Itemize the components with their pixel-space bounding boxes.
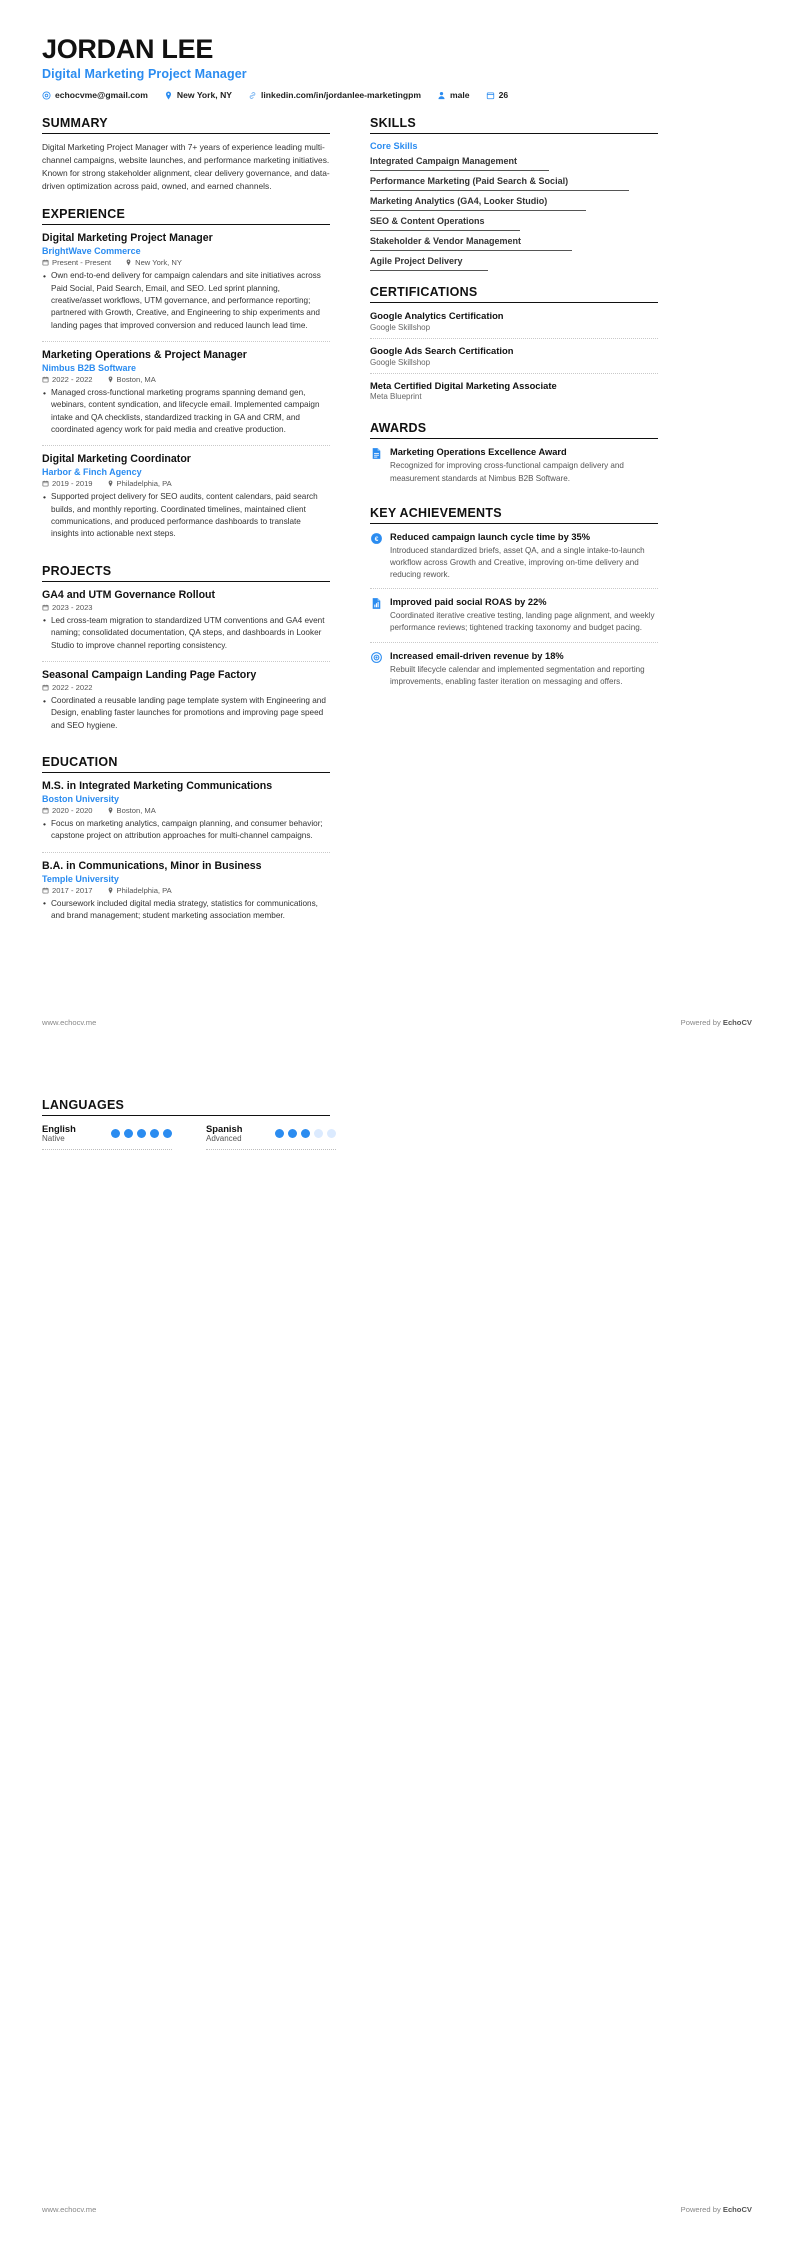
page-footer-1 xyxy=(42,1018,752,1027)
entry-dates-label: 2020 - 2020 xyxy=(52,806,93,816)
achievement-title: Improved paid social ROAS by 22% xyxy=(390,597,547,608)
experience-entry xyxy=(42,453,330,549)
proficiency-dot xyxy=(314,1129,323,1138)
email-icon xyxy=(42,91,51,100)
skill-item: Performance Marketing (Paid Search & Social) xyxy=(370,176,658,191)
entry-location-label: Philadelphia, PA xyxy=(116,885,172,895)
achievement-title: Increased email-driven revenue by 18% xyxy=(390,650,564,661)
entry-location xyxy=(107,886,172,895)
language-name: Spanish xyxy=(206,1123,243,1134)
bullet-item: • Coordinated a reusable landing page template system with Engineering and Design, enabling faster launches for promotions and improving page speed and SEO hygiene. xyxy=(42,695,330,732)
footer-brand-name: EchoCV xyxy=(722,1018,752,1027)
bullet-item: • Coursework included digital media strategy, statistics for communications, and brand management; student marketing association member. xyxy=(42,898,330,923)
entry-bullets xyxy=(42,898,330,923)
contact-gender xyxy=(437,90,470,100)
entry-dates xyxy=(42,886,93,895)
section-certifications xyxy=(370,285,658,407)
right-column xyxy=(370,116,658,709)
entry-role: GA4 and UTM Governance Rollout xyxy=(42,588,216,601)
certification-name: Google Ads Search Certification xyxy=(370,344,514,356)
entry-bullets xyxy=(42,270,330,331)
candidate-name: JORDAN LEE xyxy=(42,34,214,64)
award-item xyxy=(370,446,658,491)
project-entry xyxy=(42,589,330,662)
footer-brand-name: EchoCV xyxy=(722,2205,752,2214)
achievement-title: Reduced campaign launch cycle time by 35% xyxy=(390,531,590,542)
entry-role: Digital Marketing Project Manager xyxy=(42,232,213,245)
summary-heading: SUMMARY xyxy=(42,116,330,134)
entry-dates-label: 2022 - 2022 xyxy=(52,683,93,693)
entry-dates-label: 2017 - 2017 xyxy=(52,885,93,895)
proficiency-dot xyxy=(137,1129,146,1138)
entry-dates xyxy=(42,806,93,815)
entry-organization: Boston University xyxy=(42,794,120,805)
footer-powered-by xyxy=(681,2205,752,2214)
language-name: English xyxy=(42,1123,76,1134)
certification-item xyxy=(370,310,658,339)
entry-meta xyxy=(42,806,330,815)
award-description: Recognized for improving cross-functional campaign delivery and measurement standards at Nimbus B2B Software. xyxy=(390,461,624,483)
skill-item: Marketing Analytics (GA4, Looker Studio) xyxy=(370,196,658,211)
certifications-heading: CERTIFICATIONS xyxy=(370,285,658,303)
page-footer-2 xyxy=(42,2205,752,2214)
contact-location xyxy=(164,90,232,100)
language-top xyxy=(42,1123,172,1149)
language-divider xyxy=(42,1149,172,1150)
left-column xyxy=(42,116,330,946)
entry-role: Seasonal Campaign Landing Page Factory xyxy=(42,668,257,681)
language-item xyxy=(206,1123,336,1150)
section-awards xyxy=(370,421,658,491)
contact-email-label: echocvme@gmail.com xyxy=(55,90,148,101)
entry-meta xyxy=(42,603,330,612)
certification-item xyxy=(370,345,658,374)
contact-linkedin-label: linkedin.com/in/jordanlee-marketingpm xyxy=(261,90,421,101)
contact-email[interactable] xyxy=(42,90,148,100)
projects-heading: PROJECTS xyxy=(42,564,330,582)
calendar-icon xyxy=(42,887,49,894)
certification-name: Meta Certified Digital Marketing Associate xyxy=(370,379,557,391)
entry-dates-label: Present - Present xyxy=(52,258,112,268)
achievement-body xyxy=(390,650,658,688)
experience-entry xyxy=(42,232,330,342)
entry-role: Marketing Operations & Project Manager xyxy=(42,348,247,361)
entry-role: Digital Marketing Coordinator xyxy=(42,453,191,466)
person-icon xyxy=(437,91,446,100)
education-entry xyxy=(42,780,330,853)
bullet-item: • Supported project delivery for SEO audits, content calendars, paid search builds, and monthly reporting. Coordinated timelines, maintained client communications, and produced performance dashboards to translate insights into actionable next steps. xyxy=(42,491,330,540)
proficiency-dot xyxy=(288,1129,297,1138)
proficiency-dot xyxy=(163,1129,172,1138)
footer-powered-prefix: Powered by xyxy=(680,1018,723,1027)
entry-dates xyxy=(42,375,93,384)
entry-location xyxy=(125,258,182,267)
bullet-item: • Led cross-team migration to standardized UTM conventions and GA4 event naming; consolidated documentation, QA steps, and dashboards in Looker Studio to improve channel reporting consistency. xyxy=(42,615,330,652)
calendar-icon xyxy=(486,91,495,100)
calendar-icon xyxy=(42,684,49,691)
entry-location xyxy=(107,806,156,815)
location-pin-icon xyxy=(107,807,114,814)
document-chart-icon xyxy=(370,597,383,610)
languages-heading: LANGUAGES xyxy=(42,1098,330,1116)
location-pin-icon xyxy=(107,376,114,383)
section-summary xyxy=(42,116,330,193)
contact-linkedin[interactable] xyxy=(248,90,421,100)
entry-meta xyxy=(42,886,330,895)
location-pin-icon xyxy=(125,259,132,266)
education-heading: EDUCATION xyxy=(42,755,330,773)
entry-bullets xyxy=(42,818,330,843)
award-body xyxy=(390,446,658,484)
entry-bullets xyxy=(42,387,330,436)
achievement-item xyxy=(370,596,658,642)
entry-dates-label: 2023 - 2023 xyxy=(52,602,93,612)
section-skills xyxy=(370,116,658,271)
skill-item: Stakeholder & Vendor Management xyxy=(370,236,658,251)
page-2-content xyxy=(42,1098,752,1164)
resume-header xyxy=(42,34,752,100)
certification-item xyxy=(370,380,658,408)
entry-bullets xyxy=(42,695,330,732)
summary-text: Digital Marketing Project Manager with 7+ years of experience leading multi-channel campaigns, website launches, and performance marketing initiatives. Known for strong stakeholder alignment, clear delivery governance, and data-driven optimization across paid, owned, and earned channels. xyxy=(42,142,330,192)
experience-entry xyxy=(42,349,330,446)
language-level: Advanced xyxy=(206,1134,242,1144)
awards-heading: AWARDS xyxy=(370,421,658,439)
footer-site-url[interactable]: www.echocv.me xyxy=(42,1018,97,1027)
entry-organization: BrightWave Commerce xyxy=(42,246,141,257)
experience-heading: EXPERIENCE xyxy=(42,207,330,225)
entry-location-label: Boston, MA xyxy=(116,806,156,816)
location-pin-icon xyxy=(164,91,173,100)
entry-location-label: Philadelphia, PA xyxy=(116,479,172,489)
calendar-icon xyxy=(42,480,49,487)
award-title: Marketing Operations Excellence Award xyxy=(390,447,567,458)
proficiency-dot xyxy=(150,1129,159,1138)
entry-location xyxy=(107,479,172,488)
certification-name: Google Analytics Certification xyxy=(370,310,504,322)
calendar-icon xyxy=(42,376,49,383)
skills-heading: SKILLS xyxy=(370,116,658,134)
skills-group-label: Core Skills xyxy=(370,141,418,152)
contact-gender-label: male xyxy=(450,90,470,101)
contact-age xyxy=(486,90,509,100)
language-text xyxy=(206,1123,242,1145)
section-education xyxy=(42,755,330,932)
entry-meta xyxy=(42,258,330,267)
footer-powered-prefix: Powered by xyxy=(680,2205,723,2214)
proficiency-dot xyxy=(124,1129,133,1138)
language-proficiency-dots xyxy=(275,1129,336,1138)
achievement-item xyxy=(370,531,658,590)
bullet-item: • Own end-to-end delivery for campaign calendars and site initiatives across Paid Social, Paid Search, Email, and SEO. Led sprint planning, creative/asset workflows, UTM governance, and performance reporting; partnered with Growth, Creative, and Engineering to ship experiments and landing pages that improved conversion and reduced launch lead time. xyxy=(42,270,330,331)
language-proficiency-dots xyxy=(111,1129,172,1138)
entry-dates xyxy=(42,479,93,488)
footer-powered-by xyxy=(681,1018,752,1027)
certification-issuer: Google Skillshop xyxy=(370,322,431,332)
entry-bullets xyxy=(42,491,330,540)
calendar-icon xyxy=(42,807,49,814)
achievement-item xyxy=(370,650,658,695)
education-entry xyxy=(42,860,330,932)
achievement-description: Introduced standardized briefs, asset QA, and a single intake-to-launch workflow across Growth and Creative, improving on-time delivery and reducing rework. xyxy=(390,545,645,580)
achievement-description: Rebuilt lifecycle calendar and implemented segmentation and reporting improvements, enabling faster iteration on messaging and offers. xyxy=(390,664,645,686)
proficiency-dot xyxy=(275,1129,284,1138)
calendar-icon xyxy=(42,604,49,611)
location-pin-icon xyxy=(107,887,114,894)
calendar-icon xyxy=(42,259,49,266)
entry-meta xyxy=(42,683,330,692)
footer-site-url[interactable]: www.echocv.me xyxy=(42,2205,97,2214)
bullet-item: • Focus on marketing analytics, campaign planning, and consumer behavior; capstone project on attribution approaches for multi-channel campaigns. xyxy=(42,818,330,843)
languages-grid xyxy=(42,1123,642,1150)
entry-bullets xyxy=(42,615,330,652)
entry-dates xyxy=(42,258,111,267)
section-languages xyxy=(42,1098,330,1150)
language-top xyxy=(206,1123,336,1149)
language-level: Native xyxy=(42,1134,65,1144)
entry-dates xyxy=(42,683,93,692)
proficiency-dot xyxy=(111,1129,120,1138)
proficiency-dot xyxy=(301,1129,310,1138)
proficiency-dot xyxy=(327,1129,336,1138)
language-text xyxy=(42,1123,76,1145)
skill-item: Agile Project Delivery xyxy=(370,256,658,271)
skill-item: SEO & Content Operations xyxy=(370,216,658,231)
entry-role: B.A. in Communications, Minor in Business xyxy=(42,859,262,872)
entry-meta xyxy=(42,479,330,488)
language-item xyxy=(42,1123,172,1150)
location-pin-icon xyxy=(107,480,114,487)
certification-issuer: Meta Blueprint xyxy=(370,392,422,402)
achievement-body xyxy=(390,596,658,634)
contact-row xyxy=(42,90,752,100)
entry-location xyxy=(107,375,156,384)
target-icon xyxy=(370,651,383,664)
contact-location-label: New York, NY xyxy=(176,90,233,101)
language-divider xyxy=(206,1149,336,1150)
contact-age-label: 26 xyxy=(498,90,509,101)
bullet-item: • Managed cross-functional marketing programs spanning demand gen, webinars, content syndication, and lifecycle email. Implemented campaign intake and QA checklists, standardized tracking in GA and CRM, and coordinated agency work for paid media and creative production. xyxy=(42,387,330,436)
section-projects xyxy=(42,564,330,741)
euro-coin-icon xyxy=(370,532,383,545)
resume-body xyxy=(42,116,752,946)
entry-role: M.S. in Integrated Marketing Communications xyxy=(42,779,273,792)
section-experience xyxy=(42,207,330,550)
achievement-description: Coordinated iterative creative testing, landing page alignment, and weekly performance reviews; tightened tracking taxonomy and budget pacing. xyxy=(390,611,655,633)
link-icon xyxy=(248,91,257,100)
entry-location-label: Boston, MA xyxy=(116,375,156,385)
entry-organization: Nimbus B2B Software xyxy=(42,363,137,374)
entry-dates-label: 2022 - 2022 xyxy=(52,375,93,385)
entry-organization: Temple University xyxy=(42,873,119,884)
svg-text:€: € xyxy=(374,535,379,543)
entry-dates xyxy=(42,603,93,612)
key-achievements-heading: KEY ACHIEVEMENTS xyxy=(370,506,658,524)
achievement-body xyxy=(390,531,658,582)
entry-dates-label: 2019 - 2019 xyxy=(52,479,93,489)
entry-meta xyxy=(42,375,330,384)
project-entry xyxy=(42,669,330,741)
candidate-headline: Digital Marketing Project Manager xyxy=(42,67,247,82)
entry-organization: Harbor & Finch Agency xyxy=(42,467,142,478)
award-document-icon xyxy=(370,447,383,460)
section-key-achievements xyxy=(370,506,658,695)
entry-location-label: New York, NY xyxy=(135,258,182,268)
certification-issuer: Google Skillshop xyxy=(370,357,431,367)
skill-item: Integrated Campaign Management xyxy=(370,156,658,171)
